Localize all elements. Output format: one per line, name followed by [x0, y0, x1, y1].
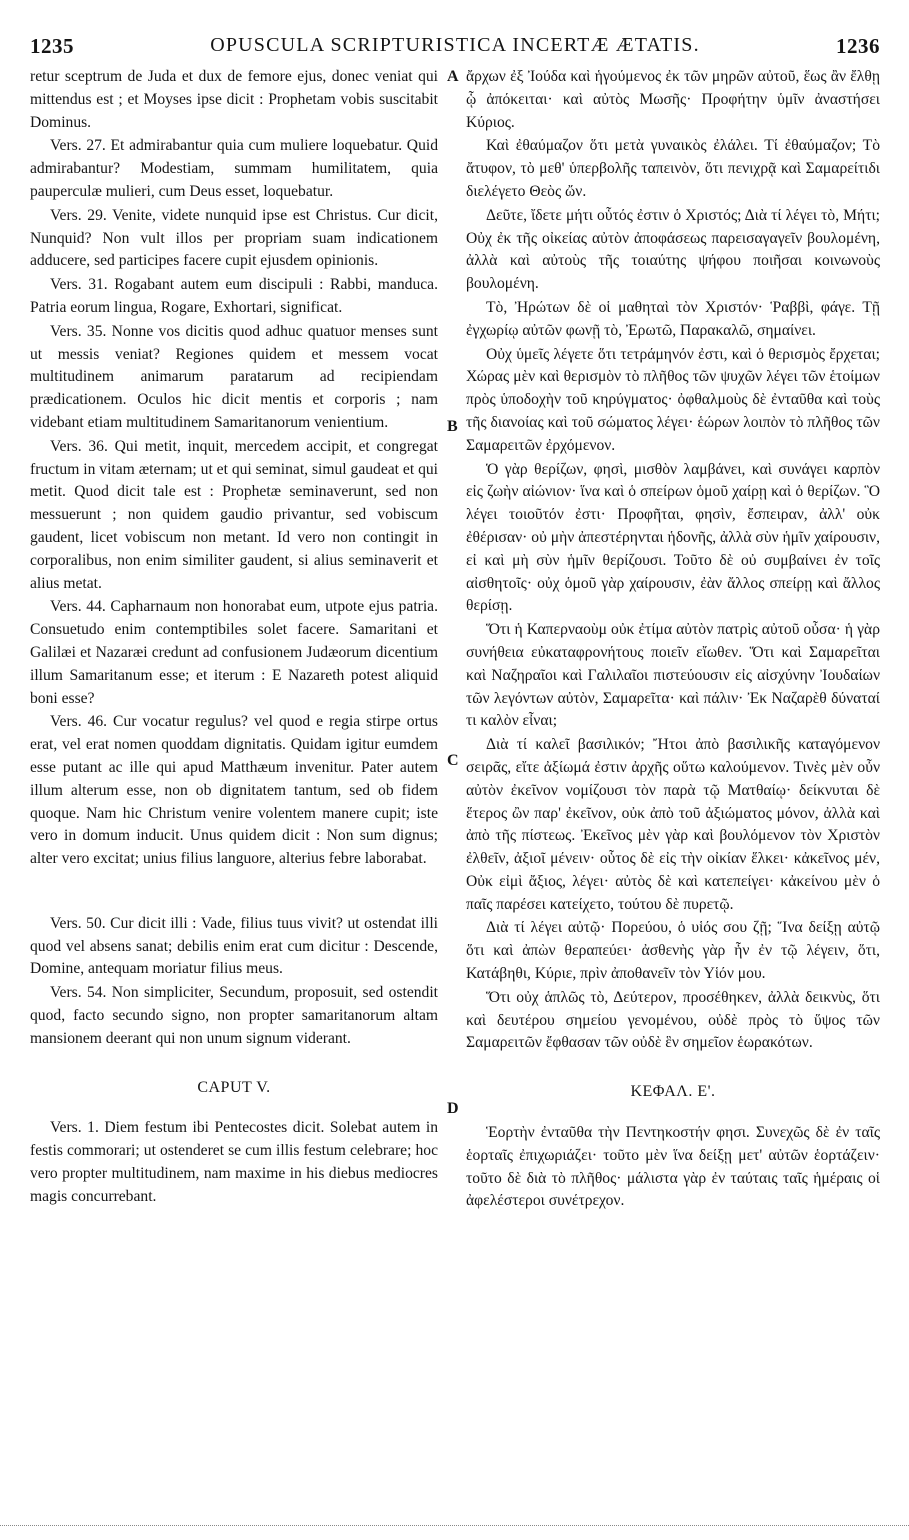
margin-letter-c: C — [447, 752, 459, 769]
greek-paragraph: Καὶ ἐθαύμαζον ὅτι μετὰ γυναικὸς ἐλάλει. Τί ἐθαύμαζον; Τὸ ἄτυφον, τὸ μεθ' ὑπερβολῆς ταπεινὸν, ὅτι πενιχρᾷ καὶ Σαμαρείτιδι διελέγετο Θεὸς ὤν. — [466, 137, 880, 200]
latin-paragraph: Vers. 36. Qui metit, inquit, mercedem accipit, et congregat fructum in vitam æternam; ut et qui seminat, simul gaudeat et qui metit. Quod dicit tale est : Prophetæ seminaverunt, sed non messuerunt ; non quidem gaudio privantur, sed vobiscum gaudent, licet vobiscum non metant. Id vero non contingit in corporalibus, non enim similiter gaudent, si alius seminaverit et alius metat. — [30, 437, 438, 592]
greek-paragraph: ἄρχων ἐξ Ἰούδα καὶ ἡγούμενος ἐκ τῶν μηρῶν αὐτοῦ, ἕως ἂν ἔλθῃ ᾧ ἀπόκειται· καὶ αὐτὸς Μωσῆς· Προφήτην ὑμῖν ἀναστήσει Κύριος. — [466, 68, 880, 131]
greek-paragraph: Δεῦτε, ἴδετε μήτι οὗτός ἐστιν ὁ Χριστός; Διὰ τί λέγει τὸ, Μήτι; Οὐχ ἐκ τῆς οἰκείας αὐτὸν ἀποφάσεως παρεισαγαγεῖν βουλομένη, ἀλλὰ καὶ αὐτοὺς τῆς τοιαύτης ψήφου ποιῆσαι κοινωνοὺς βουλομένη. — [466, 206, 880, 293]
greek-paragraph: Διὰ τί καλεῖ βασιλικόν; Ἤτοι ἀπὸ βασιλικῆς καταγόμενον σειρᾶς, εἴτε ἀξίωμά ἐστιν ἀρχῆς οὕτω καλούμενον. Τινὲς μὲν οὖν αὐτὸν ἐκεῖνον νομίζουσι τὸν παρὰ τῷ Ματθαίῳ· δείκνυται δὲ ἕτερος ὢν παρ' ἐκεῖνον, οὐκ ἀπὸ τοῦ ἀξιώματος μόνον, ἀλλὰ καὶ ἀπὸ τῆς πίστεως. Ἐκεῖνος μὲν γὰρ καὶ βουλόμενον τὸν Χριστὸν ἐλθεῖν, ἀξιοῖ μένειν· οὗτος δὲ εἰς τὴν οἰκίαν ἕλκει· κἀκεῖνος μέν, Οὐκ εἰμὶ ἄξιος, λέγει· αὐτὸς δὲ καὶ κατεπείγει· κἀκείνου μὲν ὁ παῖς παρέσει κατείχετο, τούτου δὲ πυρετῷ. — [466, 736, 880, 913]
latin-paragraph: Vers. 1. Diem festum ibi Pentecostes dicit. Solebat autem in festis commorari; ut ostenderet se cum illis festum celebrare; hoc vero propter multitudinem, nam maxime in his diebus mediocres magis concurrebant. — [30, 1119, 438, 1205]
greek-paragraph: Ὅτι ἡ Καπερναοὺμ οὐκ ἐτίμα αὐτὸν πατρὶς αὐτοῦ οὖσα· ἡ γὰρ συνήθεια εὐκαταφρονήτους ποιεῖν εἴωθεν. Ὅτι καὶ Σαμαρεῖται καὶ Ναζηραῖοι καὶ Γαλιλαῖοι πιστεύουσιν εἰς αἰσχύνην Ἰουδαίων τῶν λεγόντων αὐτὸν, Σαμαρεῖτα· καὶ πάλιν· Ἐκ Ναζαρὲθ δύναταί τι καλὸν εἶναι; — [466, 621, 880, 730]
greek-paragraph: Διὰ τί λέγει αὐτῷ· Πορεύου, ὁ υἱός σου ζῇ; Ἵνα δείξῃ αὐτῷ ὅτι καὶ ἀπὼν θεραπεύει· ἀσθενὴς γὰρ ἦν ἐν τῷ λέγειν, ὅτι, Κατάβηθι, Κύριε, πρὶν ἀποθανεῖν τὸν Υἱόν μου. — [466, 919, 880, 983]
margin-letter-d: D — [447, 1100, 459, 1117]
greek-paragraph: Ἑορτὴν ἐνταῦθα τὴν Πεντηκοστήν φησι. Συνεχῶς δὲ ἐν ταῖς ἑορταῖς ἐπιχωριάζει· τοῦτο μὲν ἵνα δείξῃ μετ' αὐτῶν ἑορτάζειν· τοῦτο δὲ διὰ τὸ πλῆθος· μάλιστα γὰρ ἐν ταύταις ταῖς ἡμέραις οἱ ἀφελέστεροι συνέτρεχον. — [466, 1124, 880, 1210]
margin-letter-a: A — [447, 68, 459, 85]
latin-paragraph: Vers. 27. Et admirabantur quia cum muliere loquebatur. Quid admirabantur? Modestiam, summam humilitatem, quia pauperculæ mulieri, cum Deus esset, loquebatur. — [30, 137, 438, 200]
running-title: OPUSCULA SCRIPTURISTICA INCERTÆ ÆTATIS. — [210, 34, 700, 56]
greek-paragraph: Οὐχ ὑμεῖς λέγετε ὅτι τετράμηνόν ἐστι, καὶ ὁ θερισμὸς ἔρχεται; Χώρας μὲν καὶ θερισμὸν τὸ πλῆθος τῶν ψυχῶν λέγει τῶν ἑτοίμων πρὸς ὑποδοχὴν τοῦ κηρύγματος· ὀφθαλμοὺς δὲ ἐνταῦθα καὶ τοὺς τῆς διανοίας καὶ τοῦ σώματος λέγει· ἑώρων λοιπὸν τὸ πλῆθος τῶν Σαμαρειτῶν ἐρχόμενον. — [466, 345, 880, 454]
latin-paragraph: Vers. 46. Cur vocatur regulus? vel quod e regia stirpe ortus erat, vel erat nomen quoddam dignitatis. Quidam igitur eumdem esse putant ac ille qui apud Matthæum invenitur. Pater autem illum alterum esse, non ob dignitatem tantum, sed ob fidem quoque. Nam hic Christum venire volentem manere cupit; iste vero in domum inducit. Unus quidem dicit : Non sum dignus; alter vero excitat; unius filius languore, alterius febre laborabat. — [30, 713, 438, 868]
left-page-number: 1235 — [30, 34, 74, 58]
margin-letter-b: B — [447, 418, 458, 435]
latin-paragraph: retur sceptrum de Juda et dux de femore ejus, donec veniat qui mittendus est ; et Moyses ipse dicit : Prophetam vobis suscitabit Dominus. — [30, 68, 438, 131]
latin-chapter-heading: CAPUT V. — [197, 1078, 271, 1096]
page-header — [30, 34, 880, 64]
latin-paragraph: Vers. 29. Venite, videte nunquid ipse est Christus. Cur dicit, Nunquid? Non vult illos per propriam suam indicationem adducere, sed participes facere cupit ejusdem opinionis. — [30, 206, 438, 270]
latin-column — [30, 66, 438, 1210]
latin-paragraph: Vers. 50. Cur dicit illi : Vade, filius tuus vivit? ut ostendat illi quod vel absens sanat; debilis enim erat cum dicitur : Descende, Domine, antequam moriatur filius meus. — [30, 914, 438, 978]
bottom-rule — [0, 1525, 909, 1526]
right-page-number: 1236 — [836, 34, 880, 58]
greek-paragraph: Ὁ γὰρ θερίζων, φησὶ, μισθὸν λαμβάνει, καὶ συνάγει καρπὸν εἰς ζωὴν αἰώνιον· ἵνα καὶ ὁ σπείρων ὁμοῦ χαίρῃ καὶ ὁ θερίζων. Ὃ λέγει τοιοῦτόν ἐστι· Προφῆται, φησὶν, ἔσπειραν, ἀλλ' οὐκ ἐθέρισαν· οὐ μὴν ἀπεστέρηνται ἡδονῆς, ἀλλὰ σὺν ἡμῖν χαίρουσιν, εἰ καὶ μὴ σὺν ἡμῖν θερίζουσι. Τοῦτο δὲ οὐ συμβαίνει ἐν τοῖς αἰσθητοῖς· οὐχ ὁμοῦ γὰρ χαίρουσιν, ἐὰν ἄλλος σπείρῃ καὶ ἄλλος θερίσῃ. — [466, 460, 880, 615]
latin-paragraph: Vers. 35. Nonne vos dicitis quod adhuc quatuor menses sunt ut messis veniat? Regiones quidem et messem vocat multitudinem animarum paratarum ad recipiendam prædicationem. Oculos hic dicit mentis et corporis ; nam videbant etiam multitudinem Samaritanorum venientium. — [30, 322, 438, 431]
latin-paragraph: Vers. 44. Capharnaum non honorabat eum, utpote ejus patria. Consuetudo enim contemptibiles solet facere. Samaritani et Galilæi et Nazaræi credunt ad confusionem Judæorum dicentium illum Samaritanum esse; et iterum : E Nazareth potest aliquid boni esse? — [30, 598, 438, 707]
latin-paragraph: Vers. 54. Non simpliciter, Secundum, proposuit, sed ostendit quod, facto secundo signo, non propter samaritanorum altam mansionem deerant qui non unum signum viderant. — [30, 984, 438, 1047]
latin-paragraph: Vers. 31. Rogabant autem eum discipuli : Rabbi, manduca. Patria eorum lingua, Rogare, Exhortari, significat. — [30, 276, 438, 316]
greek-column — [466, 66, 880, 1214]
greek-paragraph: Ὅτι οὐχ ἁπλῶς τὸ, Δεύτερον, προσέθηκεν, ἀλλὰ δεικνὺς, ὅτι καὶ δευτέρου σημείου γενομένου, οὐδὲ πρὸς τὸ ὕψος τῶν Σαμαρειτῶν ἔφθασαν τῶν οὐδὲ ἓν σημεῖον ἑωρακότων. — [466, 988, 880, 1052]
greek-chapter-heading: ΚΕΦΑΛ. Ε'. — [630, 1083, 716, 1101]
greek-paragraph: Τὸ, Ἠρώτων δὲ οἱ μαθηταὶ τὸν Χριστόν· Ῥαββὶ, φάγε. Τῇ ἐγχωρίῳ αὐτῶν φωνῇ τὸ, Ἐρωτῶ, Παρακαλῶ, σημαίνει. — [466, 298, 880, 339]
